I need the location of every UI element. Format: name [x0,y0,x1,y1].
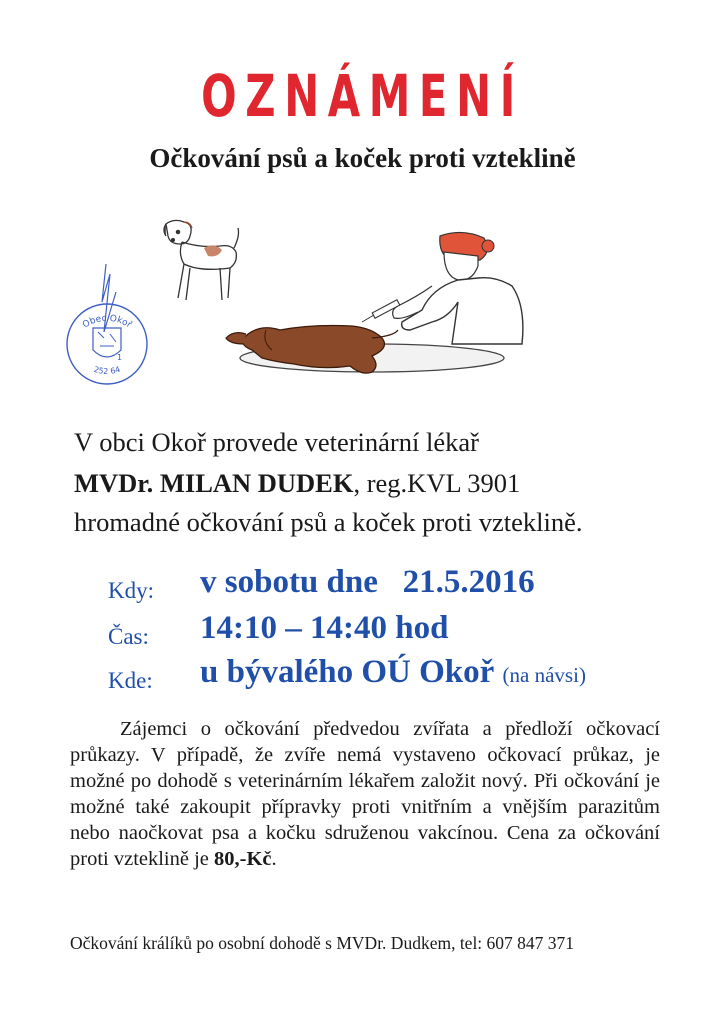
where-value: u bývalého OÚ Okoř [200,654,495,690]
vet-vaccinating-dog-icon [222,226,532,388]
price: 80,-Kč [214,848,272,870]
svg-text:252 64 [93,365,122,376]
stamp-digit: 1 [117,353,123,362]
info-text: Zájemci o očkování předvedou zvířata a předloží očkovací průkazy. V případě, že zvíře nemá vystaveno očkovací průkaz, je možné po dohodě s veterinárním lékařem založit nový. Při očkování je možné také zakoupit přípravky proti vnitřním a vnějším parazitům nebo naočkovat psa a kočku sdruženou vakcínou. Cena za očkování proti vzteklině je [70,718,660,870]
vet-name: MVDr. MILAN DUDEK [74,468,354,498]
info-end: . [271,848,277,870]
time-value: 14:10 – 14:40 hod [200,610,449,646]
time-label: Čas: [108,624,149,649]
intro-line: V obci Okoř provede veterinární lékař [74,427,479,457]
page-title: OZNÁMENÍ [201,62,524,130]
where-line [200,654,586,691]
municipal-stamp-icon [62,262,152,387]
page-subtitle: Očkování psů a koček proti vzteklině [149,143,576,173]
intro-line-purpose: hromadné očkování psů a koček proti vzteklině. [74,507,583,537]
intro-vet-line [74,468,520,499]
vet-registration: , reg.KVL 3901 [353,468,521,498]
where-note: (na návsi) [502,663,586,687]
when-value: v sobotu dne 21.5.2016 [200,564,535,600]
info-paragraph [70,716,660,872]
stamp-text-top: Obec Okoř [81,313,134,331]
stamp-text-bottom: 252 64 [92,364,122,377]
when-label: Kdy: [108,578,154,603]
where-label: Kde: [108,668,153,693]
footer-note: Očkování králíků po osobní dohodě s MVDr. Dudkem, tel: 607 847 371 [70,933,575,953]
